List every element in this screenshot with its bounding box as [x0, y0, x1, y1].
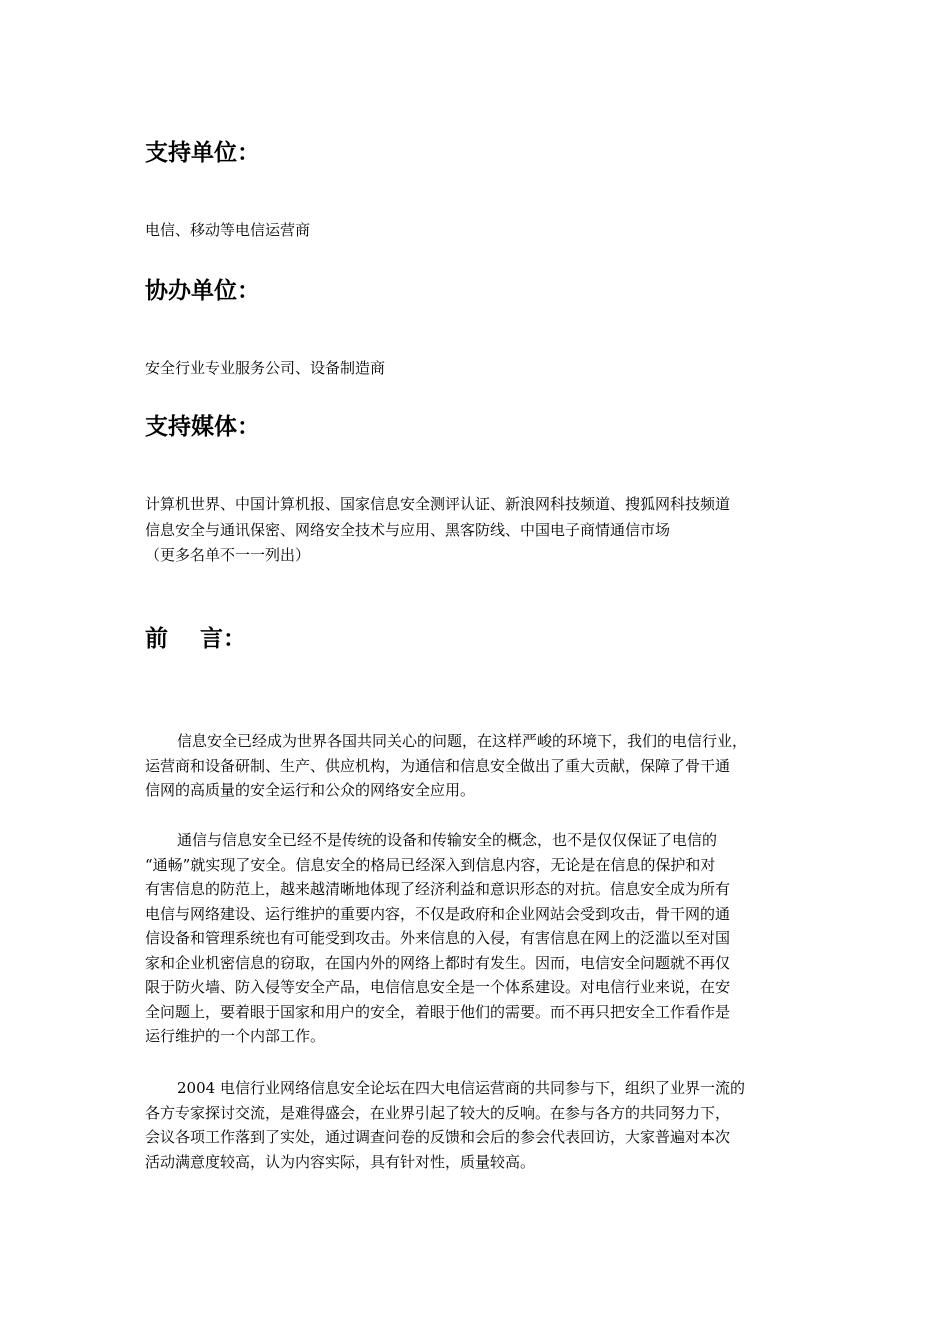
support-units-text: 电信、移动等电信运营商 [145, 221, 311, 239]
supporting-media-note: （更多名单不一一列出） [145, 546, 311, 564]
preface-heading: 前 言： [145, 626, 247, 652]
paragraph-line: 电信与网络建设、运行维护的重要内容，不仅是政府和企业网站会受到攻击，骨干网的通 [145, 904, 731, 923]
co-organizers-heading: 协办单位： [145, 278, 260, 304]
paragraph-line: 有害信息的防范上，越来越清晰地体现了经济利益和意识形态的对抗。信息安全成为所有 [145, 880, 731, 898]
supporting-media-heading: 支持媒体： [145, 414, 260, 440]
paragraph-line: 信设备和管理系统也有可能受到攻击。外来信息的入侵，有害信息在网上的泛滥以至对国 [145, 929, 731, 947]
paragraph-line: 运营商和设备研制、生产、供应机构，为通信和信息安全做出了重大贡献，保障了骨干通 [145, 756, 731, 775]
paragraph-line: “通畅”就实现了安全。信息安全的格局已经深入到信息内容，无论是在信息的保护和对 [145, 855, 716, 874]
paragraph-line: 家和企业机密信息的窃取，在国内外的网络上都时有发生。因而，电信安全问题就不再仅 [145, 953, 731, 972]
paragraph-line: 全问题上，要着眼于国家和用户的安全，着眼于他们的需要。而不再只把安全工作看作是 [145, 1002, 731, 1021]
supporting-media-line: 计算机世界、中国计算机报、国家信息安全测评认证、新浪网科技频道、搜狐网科技频道 [145, 495, 731, 513]
preface-paragraph-2 [145, 828, 805, 1049]
co-organizers-text: 安全行业专业服务公司、设备制造商 [145, 359, 386, 377]
paragraph-line: 信息安全已经成为世界各国共同关心的问题，在这样严峻的环境下，我们的电信行业， [177, 732, 748, 750]
paragraph-line: 限于防火墙、防入侵等安全产品，电信信息安全是一个体系建设。对电信行业来说，在安 [145, 978, 731, 996]
paragraph-line: 各方专家探讨交流，是难得盛会，在业界引起了较大的反响。在参与各方的共同努力下， [145, 1103, 731, 1122]
paragraph-line: 2004 电信行业网络信息安全论坛在四大电信运营商的共同参与下，组织了业界一流的 [177, 1079, 745, 1097]
support-units-heading: 支持单位： [145, 140, 260, 166]
paragraph-line: 通信与信息安全已经不是传统的设备和传输安全的概念，也不是仅仅保证了电信的 [177, 831, 718, 849]
paragraph-line: 信网的高质量的安全运行和公众的网络安全应用。 [145, 781, 476, 799]
paragraph-line: 活动满意度较高，认为内容实际，具有针对性，质量较高。 [145, 1152, 536, 1171]
supporting-media-line: 信息安全与通讯保密、网络安全技术与应用、黑客防线、中国电子商情通信市场 [145, 521, 671, 539]
preface-paragraph-3 [145, 1076, 805, 1174]
preface-paragraph-1 [145, 729, 805, 803]
paragraph-line: 运行维护的一个内部工作。 [145, 1027, 326, 1045]
paragraph-line: 会议各项工作落到了实处，通过调查问卷的反馈和会后的参会代表回访，大家普遍对本次 [145, 1128, 731, 1146]
